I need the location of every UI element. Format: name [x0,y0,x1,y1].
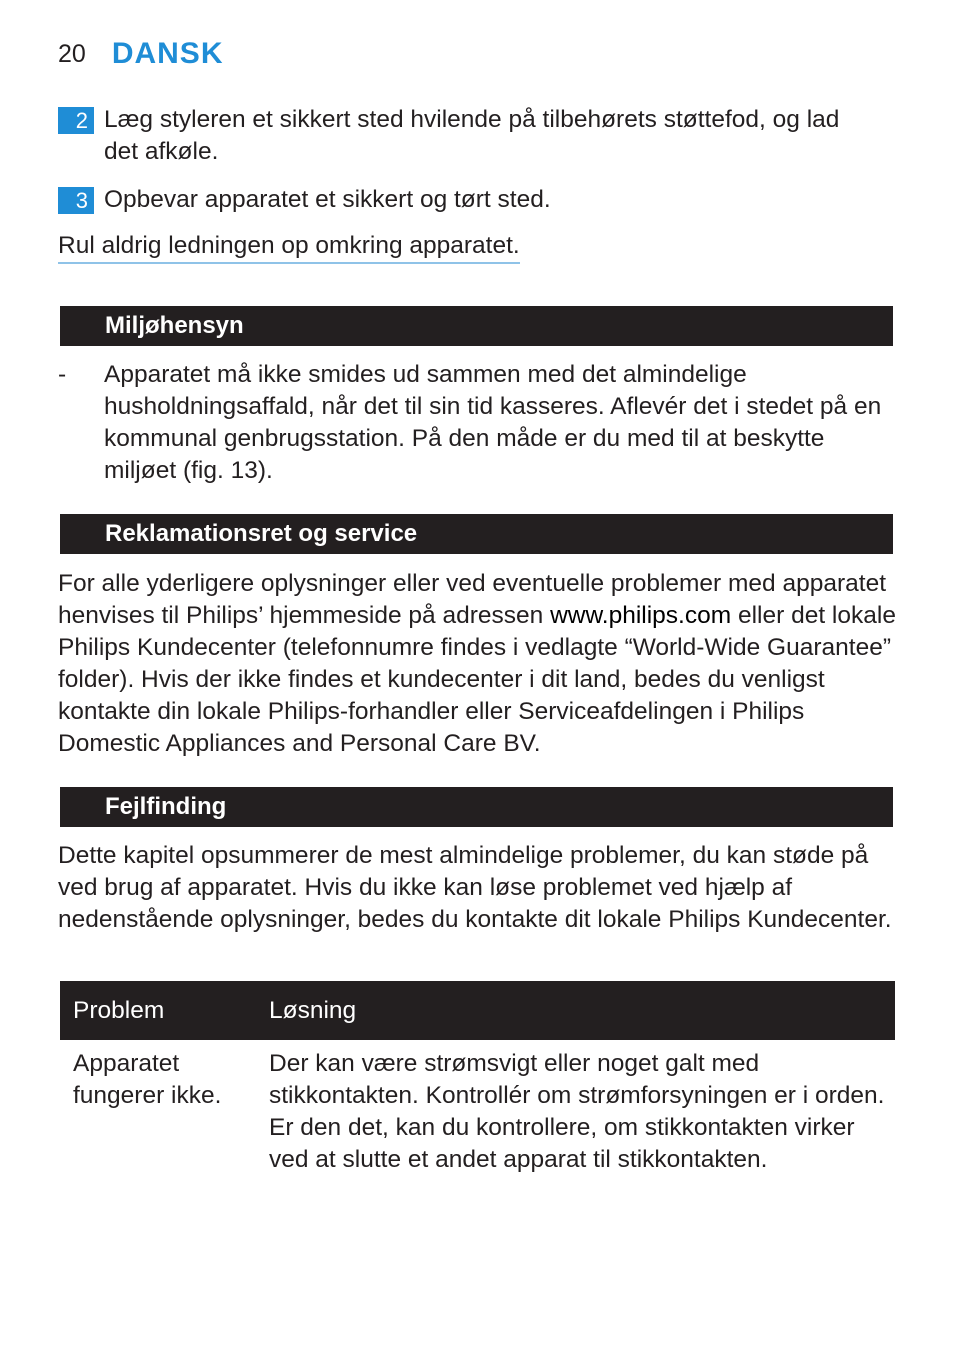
troubleshooting-table [60,981,895,1176]
environment-bullet-item [58,359,894,487]
step-2 [58,104,874,168]
page-header [58,32,223,76]
step-number-badge: 3 [58,187,94,214]
troubleshooting-paragraph: Dette kapitel opsummerer de mest almindelige problemer, du kan støde på ved brug af apparatet. Hvis du ikke kan løse problemet ved hjælp af nedenstående oplysninger, bedes du kontakte dit lokale Philips Kundecenter. [58,842,892,933]
section-heading-service: Reklamationsret og service [60,514,893,554]
step-text: Læg styleren et sikkert sted hvilende på tilbehørets støttefod, og lad det afkøle. [104,106,840,165]
bullet-dash: - [58,361,67,388]
column-header-problem: Problem [73,996,165,1024]
environment-text: Apparatet må ikke smides ud sammen med det almindelige husholdningsaffald, når det til sin tid kasseres. Aflevér det i stedet på en kommunal genbrugsstation. På den måde er du med til at beskytte miljøet (fig. 13). [104,361,882,484]
service-text-after: eller det lokale Philips Kundecenter (telefonnumre findes i vedlagte “World-Wide Guarantee” folder). Hvis der ikke findes et kundecenter i dit land, bedes du venligst kontakte din lokale Philips-forhandler eller Serviceafdelingen i Philips Domestic Appliances and Personal Care BV. [58,602,896,757]
page-number: 20 [58,39,86,68]
table-row [60,1040,895,1176]
service-paragraph [58,568,898,760]
language-title: DANSK [111,37,224,70]
table-header [60,981,895,1040]
service-text-before: For alle yderligere oplysninger eller ved eventuelle problemer med apparatet henvises til Philips’ hjemmeside på adressen [58,570,887,629]
column-header-solution: Løsning [269,996,357,1024]
solution-cell: Der kan være strømsvigt eller noget galt med stikkontakten. Kontrollér om strømforsyningen er i orden. Er den det, kan du kontrollere, om stikkontakten virker ved at slutte et andet apparat til stikkontakten. [269,1050,885,1173]
step-number-badge: 2 [58,107,94,134]
note-text: Rul aldrig ledningen op omkring apparatet. [58,230,520,264]
section-heading-environment: Miljøhensyn [60,306,893,346]
section-heading-troubleshooting: Fejlfinding [60,787,893,827]
problem-cell: Apparatet fungerer ikke. [73,1050,222,1109]
step-3 [58,184,874,216]
step-text: Opbevar apparatet et sikkert og tørt sted. [104,186,551,213]
philips-website-link[interactable]: www.philips.com [550,602,732,629]
